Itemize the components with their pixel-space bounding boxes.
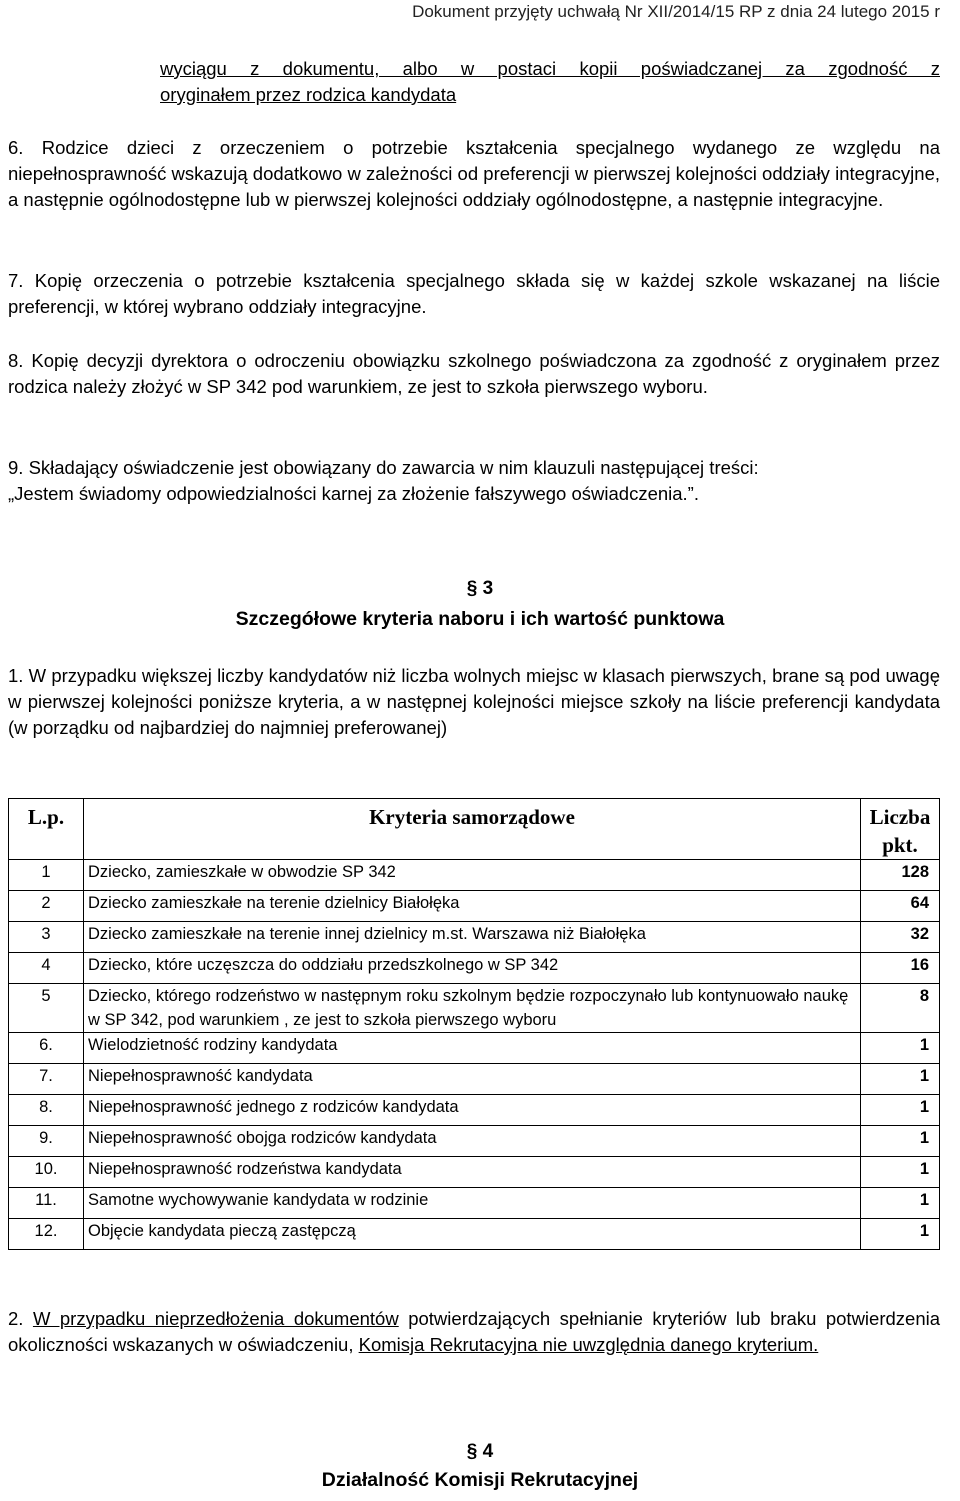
table-row [9, 922, 940, 953]
paragraph-9-line-2: „Jestem świadomy odpowiedzialności karnej za złożenie fałszywego oświadczenia.”. [8, 483, 699, 504]
document-header: Dokument przyjęty uchwałą Nr XII/2014/15 RP z dnia 24 lutego 2015 r [412, 2, 940, 21]
paragraph-2-underlined-2: Komisja Rekrutacyjna nie uwzględnia danego kryterium. [358, 1334, 819, 1355]
paragraph-8: 8. Kopię decyzji dyrektora o odroczeniu obowiązku szkolnego poświadczona za zgodność z oryginałem przez rodzica należy złożyć w SP 342 pod warunkiem, ze jest to szkoła pierwszego wyboru. [8, 350, 940, 397]
row-points: 1 [861, 1126, 940, 1157]
row-number: 5 [9, 984, 84, 1033]
row-criterion: Dziecko zamieszkałe na terenie innej dzielnicy m.st. Warszawa niż Białołęka [84, 922, 861, 953]
header-points: Liczba pkt. [861, 799, 940, 860]
continuation-line-1: wyciągu z dokumentu, albo w postaci kopii poświadczanej za zgodność z [160, 58, 940, 79]
row-points: 32 [861, 922, 940, 953]
table-row [9, 984, 940, 1033]
paragraph-7: 7. Kopię orzeczenia o potrzebie kształcenia specjalnego składa się w każdej szkole wskazanej na liście preferencji, w której wybrano oddziały integracyjne. [8, 270, 940, 317]
table-row [9, 1188, 940, 1219]
table-row [9, 1064, 940, 1095]
table-row [9, 1219, 940, 1250]
section-3-title: Szczegółowe kryteria naboru i ich wartość punktowa [235, 608, 725, 630]
row-points: 1 [861, 1033, 940, 1064]
row-number: 3 [9, 922, 84, 953]
header-lp: L.p. [9, 799, 84, 860]
continuation-line-2: oryginałem przez rodzica kandydata [160, 84, 457, 105]
paragraph-9 [8, 455, 940, 507]
row-points: 1 [861, 1064, 940, 1095]
row-points: 8 [861, 984, 940, 1033]
row-number: 9. [9, 1126, 84, 1157]
row-criterion: Objęcie kandydata pieczą zastępczą [84, 1219, 861, 1250]
row-points: 1 [861, 1219, 940, 1250]
table-row [9, 1095, 940, 1126]
table-row [9, 1157, 940, 1188]
row-criterion: Niepełnosprawność rodzeństwa kandydata [84, 1157, 861, 1188]
criteria-table [8, 798, 940, 1250]
section-3-paragraph-2 [8, 1306, 940, 1358]
row-criterion: Dziecko, zamieszkałe w obwodzie SP 342 [84, 860, 861, 891]
row-points: 1 [861, 1188, 940, 1219]
row-number: 2 [9, 891, 84, 922]
paragraph-6: 6. Rodzice dzieci z orzeczeniem o potrzebie kształcenia specjalnego wydanego ze względu na niepełnosprawność wskazują dodatkowo w zależności od preferencji w pierwszej kolejności oddziały integracyjne, a następnie ogólnodostępne lub w pierwszej kolejności oddziały ogólnodostępne, a następnie integracyjne. [8, 137, 940, 210]
section-4-title: Działalność Komisji Rekrutacyjnej [321, 1469, 639, 1491]
section-3-paragraph-1: 1. W przypadku większej liczby kandydatów niż liczba wolnych miejsc w klasach pierwszych, brane są pod uwagę w pierwszej kolejności poniższe kryteria, a w następnej kolejności miejsce szkoły na liście preferencji kandydata (w porządku od najbardziej do najmniej preferowanej) [8, 665, 940, 738]
header-criteria: Kryteria samorządowe [84, 799, 861, 860]
row-criterion: Dziecko zamieszkałe na terenie dzielnicy Białołęka [84, 891, 861, 922]
paragraph-2-underlined-1: W przypadku nieprzedłożenia dokumentów [32, 1308, 399, 1329]
row-number: 12. [9, 1219, 84, 1250]
row-criterion: Niepełnosprawność obojga rodziców kandydata [84, 1126, 861, 1157]
row-points: 64 [861, 891, 940, 922]
row-number: 4 [9, 953, 84, 984]
row-points: 16 [861, 953, 940, 984]
row-criterion: Niepełnosprawność jednego z rodziców kandydata [84, 1095, 861, 1126]
row-number: 7. [9, 1064, 84, 1095]
row-number: 10. [9, 1157, 84, 1188]
table-row [9, 1126, 940, 1157]
row-number: 11. [9, 1188, 84, 1219]
row-number: 8. [9, 1095, 84, 1126]
row-criterion: Dziecko, którego rodzeństwo w następnym roku szkolnym będzie rozpoczynało lub kontynuowało naukę w SP 342, pod warunkiem , ze jest to szkoła pierwszego wyboru [84, 984, 861, 1033]
row-criterion: Wielodzietność rodziny kandydata [84, 1033, 861, 1064]
criteria-table-header-row [9, 799, 940, 860]
table-row [9, 891, 940, 922]
row-points: 1 [861, 1095, 940, 1126]
row-number: 1 [9, 860, 84, 891]
section-3-number: § 3 [466, 578, 494, 599]
row-criterion: Samotne wychowywanie kandydata w rodzinie [84, 1188, 861, 1219]
row-points: 128 [861, 860, 940, 891]
section-4-number: § 4 [466, 1441, 494, 1462]
table-row [9, 860, 940, 891]
row-criterion: Dziecko, które uczęszcza do oddziału przedszkolnego w SP 342 [84, 953, 861, 984]
paragraph-continuation [160, 56, 940, 108]
table-row [9, 1033, 940, 1064]
row-points: 1 [861, 1157, 940, 1188]
paragraph-9-line-1: 9. Składający oświadczenie jest obowiązany do zawarcia w nim klauzuli następującej treści: [8, 457, 759, 478]
row-criterion: Niepełnosprawność kandydata [84, 1064, 861, 1095]
row-number: 6. [9, 1033, 84, 1064]
paragraph-2-number: 2. [8, 1308, 24, 1329]
paragraph-2-text: potwierdzających spełnianie kryteriów lub braku potwierdzenia okoliczności wskazanych w oświadczeniu, [8, 1308, 941, 1355]
table-row [9, 953, 940, 984]
